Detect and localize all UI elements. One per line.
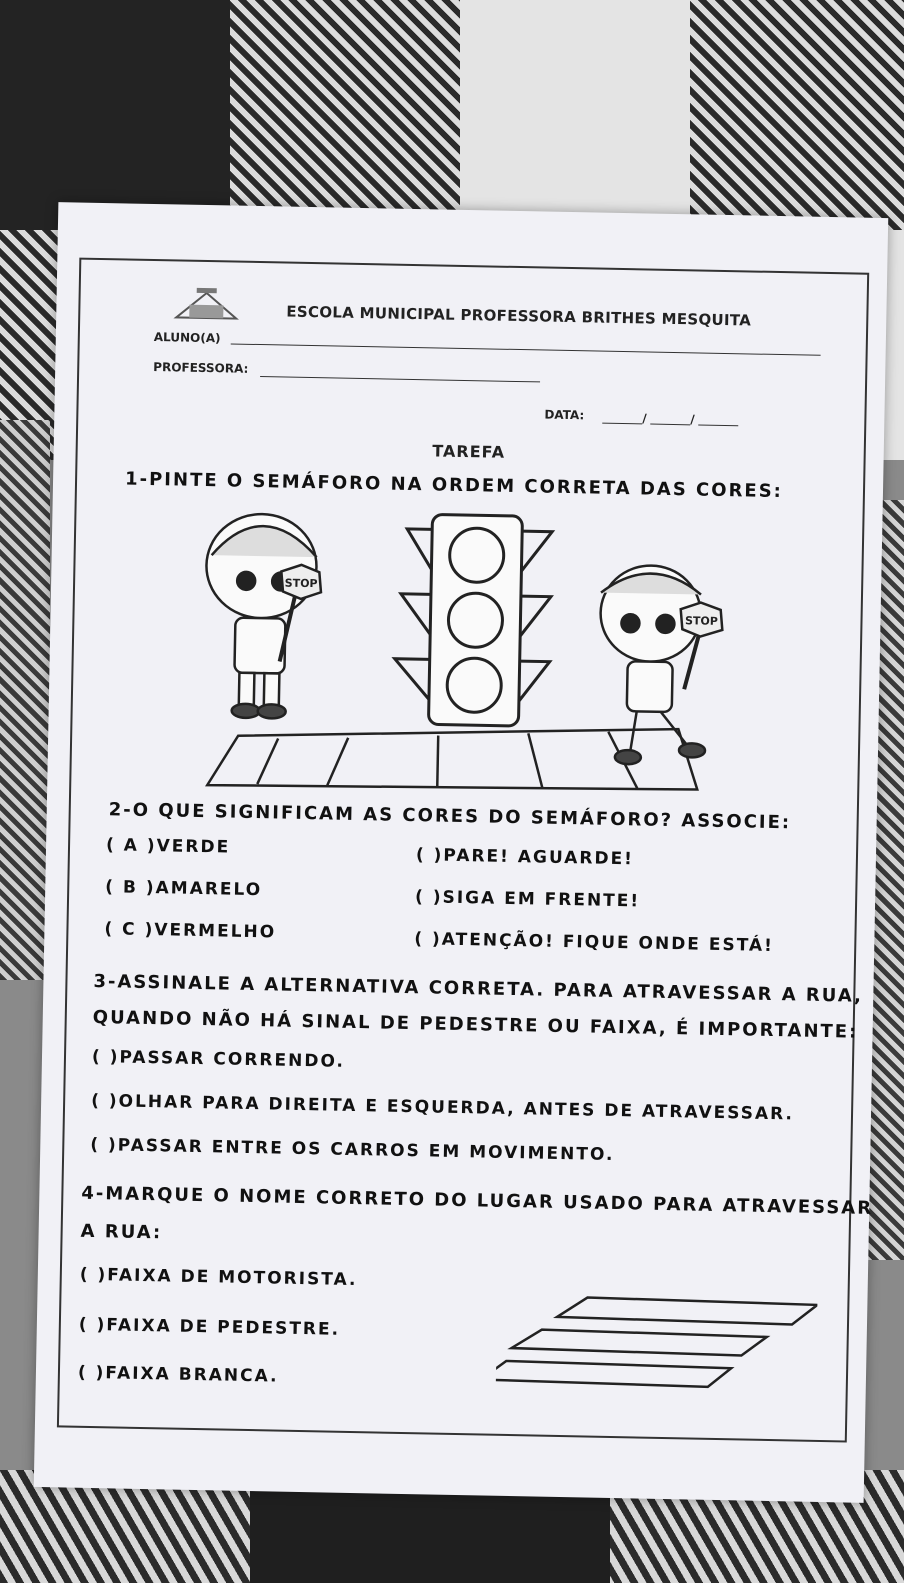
crosswalk-stripes-icon xyxy=(496,1291,818,1397)
question-2: 2-O QUE SIGNIFICAM AS CORES DO SEMÁFORO? ASSOCIE: xyxy=(108,799,792,834)
traffic-light-icon xyxy=(393,514,552,727)
question-4-line-1: 4-MARQUE O NOME CORRETO DO LUGAR USADO PARA ATRAVESSAR xyxy=(81,1182,874,1219)
stop-sign-left-text: STOP xyxy=(284,576,318,591)
worksheet-title: TAREFA xyxy=(432,441,506,462)
child-with-stop-sign-left xyxy=(204,513,323,719)
q3-option-1[interactable]: ( )PASSAR CORRENDO. xyxy=(91,1046,346,1072)
question-1: 1-PINTE O SEMÁFORO NA ORDEM CORRETA DAS CORES: xyxy=(124,468,784,503)
question-3-line-1: 3-ASSINALE A ALTERNATIVA CORRETA. PARA ATRAVESSAR A RUA, xyxy=(93,970,864,1007)
date-label: DATA: xyxy=(544,407,585,423)
teacher-label: PROFESSORA: xyxy=(153,360,249,376)
school-name: ESCOLA MUNICIPAL PROFESSORA BRITHES MESQUITA xyxy=(286,302,752,330)
q2-right-option-1[interactable]: ( )PARE! AGUARDE! xyxy=(415,845,635,870)
worksheet-paper xyxy=(34,202,889,1503)
q4-option-1[interactable]: ( )FAIXA DE MOTORISTA. xyxy=(79,1264,358,1291)
child-with-stop-sign-right xyxy=(598,565,724,766)
question-3-line-2: QUANDO NÃO HÁ SINAL DE PEDESTRE OU FAIXA, É IMPORTANTE: xyxy=(92,1006,859,1043)
traffic-light-illustration xyxy=(197,505,762,806)
student-label: ALUNO(A) xyxy=(153,330,221,346)
question-4-line-2: A RUA: xyxy=(80,1220,163,1244)
stop-sign-right-text: STOP xyxy=(684,614,719,628)
q2-left-option-b: ( B )AMARELO xyxy=(105,877,263,901)
q3-option-3[interactable]: ( )PASSAR ENTRE OS CARROS EM MOVIMENTO. xyxy=(90,1134,615,1165)
q4-option-2[interactable]: ( )FAIXA DE PEDESTRE. xyxy=(78,1314,341,1340)
q2-right-option-3[interactable]: ( )ATENÇÃO! FIQUE ONDE ESTÁ! xyxy=(414,929,775,957)
school-logo-icon xyxy=(171,282,242,323)
q3-option-2[interactable]: ( )OLHAR PARA DIREITA E ESQUERDA, ANTES DE ATRAVESSAR. xyxy=(90,1090,795,1125)
q2-left-option-c: ( C )VERMELHO xyxy=(104,919,277,943)
q2-left-option-a: ( A )VERDE xyxy=(105,835,231,858)
q2-right-option-2[interactable]: ( )SIGA EM FRENTE! xyxy=(414,887,641,912)
q4-option-3[interactable]: ( )FAIXA BRANCA. xyxy=(77,1362,279,1387)
date-separator: / xyxy=(642,411,647,426)
date-separator: / xyxy=(690,412,695,427)
